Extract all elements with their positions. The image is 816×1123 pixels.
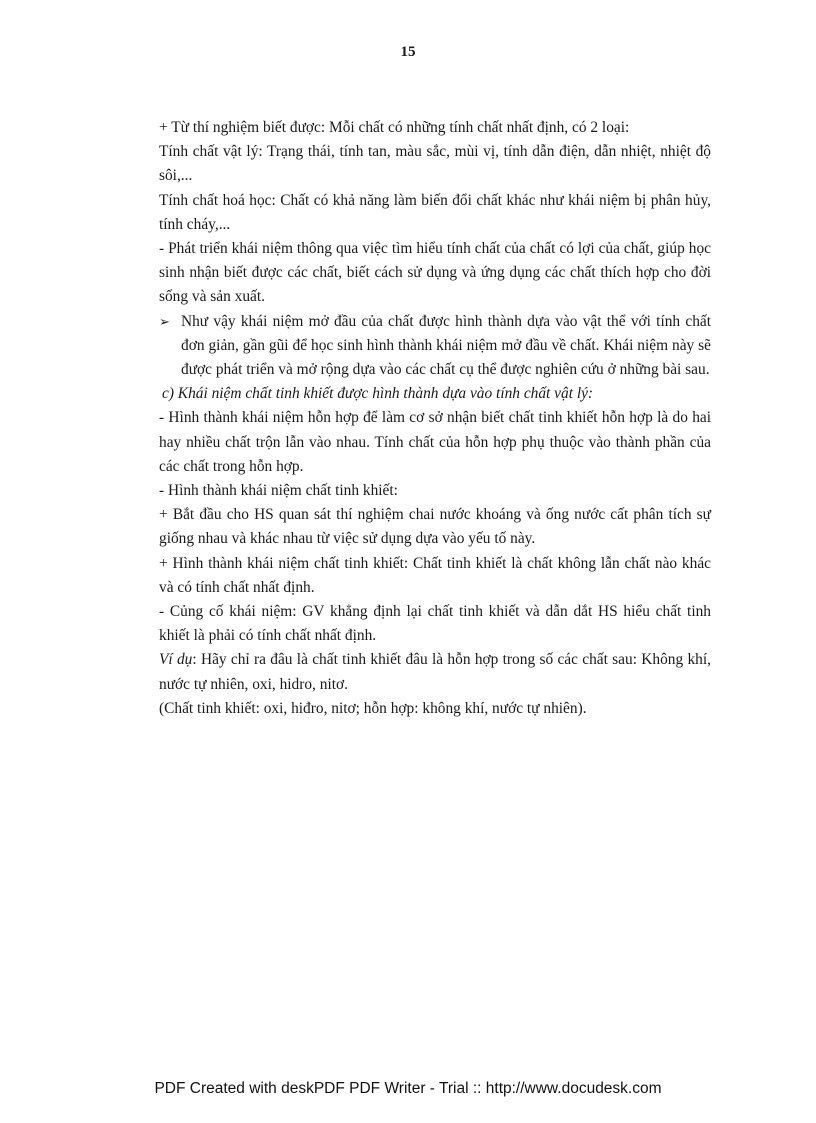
- paragraph-example-answer: (Chất tinh khiết: oxi, hiđro, nitơ; hỗn hợp: không khí, nước tự nhiên).: [159, 699, 587, 717]
- example-label: Ví dụ: [159, 651, 193, 669]
- paragraph-observation: + Bắt đầu cho HS quan sát thí nghiệm chai nước khoáng và ống nước cất phân tích sự giống nhau và khác nhau từ việc sử dụng dựa vào yếu tố này.: [159, 506, 711, 548]
- arrow-bullet-icon: ➢: [159, 313, 170, 329]
- paragraph-summary: Như vậy khái niệm mở đầu của chất được hình thành dựa vào vật thể với tính chất đơn giản, gần gũi để học sinh hình thành khái niệm mở đầu về chất. Khái niệm này sẽ được phát triển và mở rộng dựa vào các chất cụ thể được nghiên cứu ở những bài sau.: [181, 312, 711, 379]
- section-heading-pure-substance: c) Khái niệm chất tinh khiết được hình thành dựa vào tính chất vật lý:: [162, 385, 594, 403]
- paragraph-pure-substance-intro: - Hình thành khái niệm chất tinh khiết:: [159, 482, 398, 500]
- paragraph-reinforce-concept: - Củng cố khái niệm: GV khẳng định lại chất tinh khiết và dẫn dắt HS hiểu chất tinh khiết là phải có tính chất nhất định.: [159, 603, 711, 645]
- paragraph-develop-concept: - Phát triển khái niệm thông qua việc tìm hiểu tính chất của chất có lợi của chất, giúp học sinh nhận biết được các chất, biết cách sử dụng và ứng dụng các chất thích hợp cho đời sống và sản xuất.: [159, 240, 711, 306]
- paragraph-chemical-properties: Tính chất hoá học: Chất có khả năng làm biến đổi chất khác như khái niệm bị phân hủy, tính cháy,...: [159, 191, 711, 233]
- paragraph-pure-substance-definition: + Hình thành khái niệm chất tinh khiết: Chất tinh khiết là chất không lẫn chất nào khác và có tính chất nhất định.: [159, 554, 711, 596]
- pdf-watermark-footer: PDF Created with deskPDF PDF Writer - Trial :: http://www.docudesk.com: [154, 1080, 662, 1097]
- paragraph-experiment-result: + Từ thí nghiệm biết được: Mỗi chất có những tính chất nhất định, có 2 loại:: [159, 119, 630, 136]
- paragraph-example: [159, 648, 711, 696]
- bullet-summary: [159, 310, 711, 383]
- paragraph-physical-properties: Tính chất vật lý: Trạng thái, tính tan, màu sắc, mùi vị, tính dẫn điện, dẫn nhiệt, nhiệt độ sôi,...: [159, 143, 711, 185]
- paragraph-mixture-concept: - Hình thành khái niệm hỗn hợp để làm cơ sở nhận biết chất tinh khiết hỗn hợp là do hai hay nhiều chất trộn lẫn vào nhau. Tính chất của hỗn hợp phụ thuộc vào thành phần của các chất trong hỗn hợp.: [159, 409, 711, 475]
- document-body: [159, 116, 711, 721]
- example-text: : Hãy chỉ ra đâu là chất tinh khiết đâu là hỗn hợp trong số các chất sau: Không khí, nước tự nhiên, oxi, hidro, nitơ.: [159, 651, 711, 693]
- page-number: 15: [400, 44, 416, 60]
